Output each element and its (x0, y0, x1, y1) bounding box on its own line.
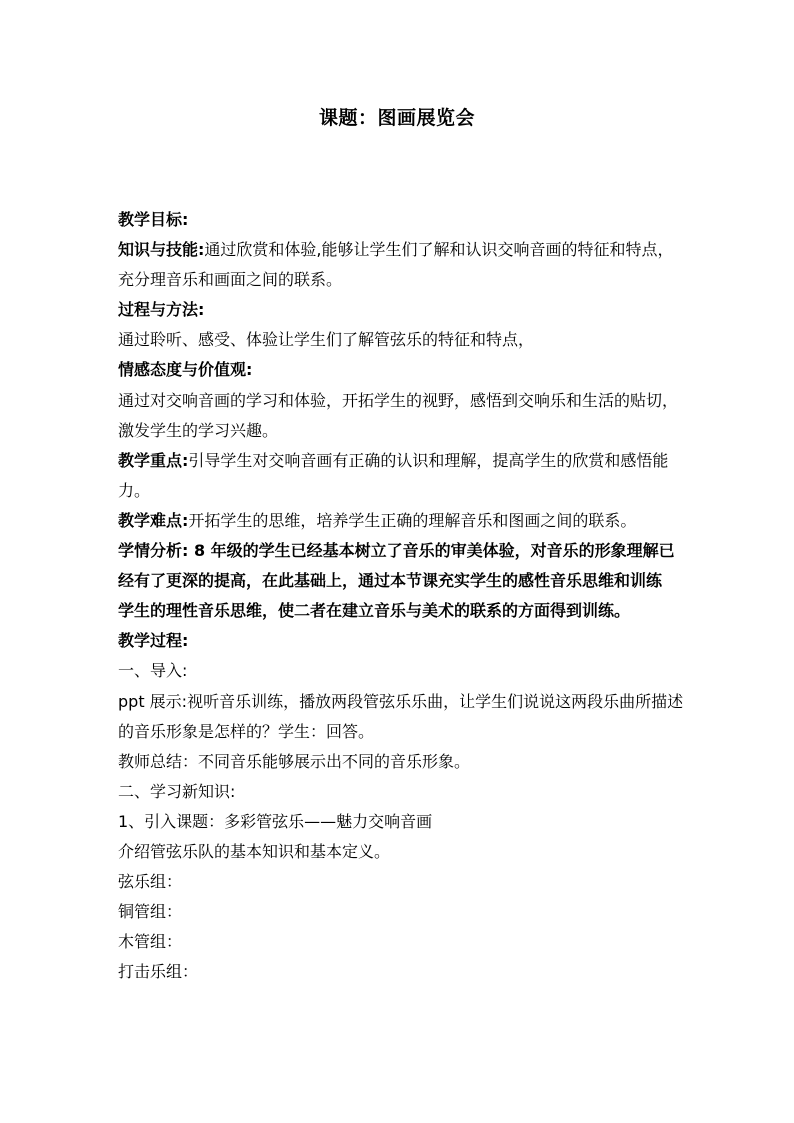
process-heading: 教学过程: (118, 631, 189, 651)
emotion-label: 情感态度与价值观: (118, 360, 253, 380)
key-point-line-2: 力。 (118, 480, 151, 500)
emotion-line-1: 通过对交响音画的学习和体验，开拓学生的视野，感悟到交响乐和生活的贴切， (118, 390, 679, 410)
difficulty-line-1 (118, 506, 690, 536)
document-title: 课题：图画展览会 (318, 107, 475, 129)
new-knowledge-item-1: 1、引入课题：多彩管弦乐——魅力交响音画 (118, 811, 433, 831)
difficulty-text-1: 开拓学生的思维，培养学生正确的理解音乐和图画之间的联系。 (188, 510, 637, 530)
new-knowledge-item-2: 介绍管弦乐队的基本知识和基本定义。 (118, 841, 391, 861)
analysis-line-2: 经有了更深的提高，在此基础上，通过本节课充实学生的感性音乐思维和训练 (118, 571, 663, 591)
knowledge-line-2: 充分理音乐和画面之间的联系。 (118, 270, 343, 290)
key-point-label: 教学重点: (118, 450, 189, 470)
process-method-label: 过程与方法: (118, 300, 205, 320)
intro-line-3: 教师总结：不同音乐能够展示出不同的音乐形象。 (118, 751, 471, 771)
key-point-line-1 (118, 446, 690, 476)
difficulty-label: 教学难点: (118, 510, 189, 530)
knowledge-text-1: 通过欣赏和体验,能够让学生们了解和认识交响音画的特征和特点， (204, 240, 674, 260)
group-strings: 弦乐组： (118, 872, 183, 892)
intro-heading: 一、导入: (118, 661, 188, 681)
group-brass: 铜管组： (118, 902, 183, 922)
intro-line-2: 的音乐形象是怎样的？学生：回答。 (118, 721, 375, 741)
key-point-text-1: 引导学生对交响音画有正确的认识和理解，提高学生的欣赏和感悟能 (188, 450, 669, 470)
group-percussion: 打击乐组： (118, 962, 199, 982)
analysis-line-1: 学情分析: 8 年级的学生已经基本树立了音乐的审美体验，对音乐的形象理解已 (118, 541, 675, 561)
analysis-block (118, 536, 690, 626)
objectives-heading: 教学目标: (118, 210, 189, 229)
knowledge-line-1 (118, 235, 690, 265)
document-body (118, 205, 690, 987)
knowledge-label: 知识与技能: (118, 240, 205, 260)
new-knowledge-heading: 二、学习新知识: (118, 781, 236, 801)
analysis-line-3: 学生的理性音乐思维，使二者在建立音乐与美术的联系的方面得到训练。 (118, 601, 631, 621)
intro-line-1: ppt 展示:视听音乐训练，播放两段管弦乐乐曲，让学生们说说这两段乐曲所描述 (118, 691, 684, 711)
emotion-line-2: 激发学生的学习兴趣。 (118, 420, 279, 440)
group-woodwind: 木管组： (118, 932, 183, 952)
process-method-line-1: 通过聆听、感受、体验让学生们了解管弦乐的特征和特点， (118, 330, 535, 350)
